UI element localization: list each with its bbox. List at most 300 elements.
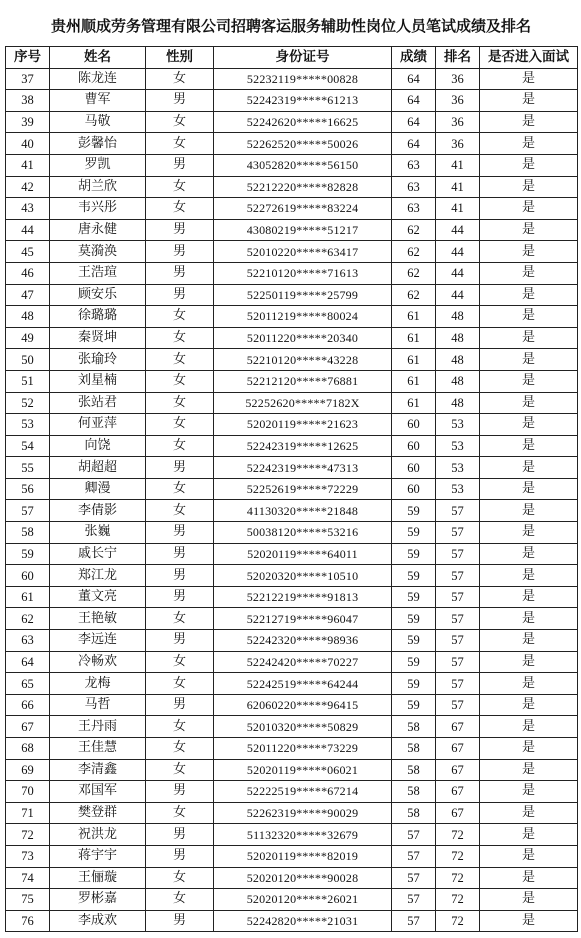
- cell-gender: 女: [146, 392, 214, 414]
- cell-interview: 是: [480, 457, 578, 479]
- cell-rank: 72: [436, 845, 480, 867]
- cell-id-number: 52262520*****50026: [214, 133, 392, 155]
- cell-name: 戚长宁: [50, 543, 146, 565]
- cell-seq: 51: [6, 370, 50, 392]
- cell-seq: 59: [6, 543, 50, 565]
- cell-id-number: 52212220*****82828: [214, 176, 392, 198]
- cell-id-number: 43080219*****51217: [214, 219, 392, 241]
- cell-seq: 73: [6, 845, 50, 867]
- cell-name: 韦兴彤: [50, 198, 146, 220]
- table-row: [6, 176, 578, 198]
- cell-id-number: 52242820*****21031: [214, 910, 392, 932]
- cell-rank: 72: [436, 889, 480, 911]
- cell-name: 董文亮: [50, 586, 146, 608]
- cell-id-number: 52210120*****43228: [214, 349, 392, 371]
- cell-id-number: 52020119*****64011: [214, 543, 392, 565]
- cell-gender: 男: [146, 284, 214, 306]
- cell-rank: 72: [436, 867, 480, 889]
- cell-gender: 女: [146, 111, 214, 133]
- cell-gender: 女: [146, 478, 214, 500]
- cell-interview: 是: [480, 500, 578, 522]
- cell-id-number: 52242319*****12625: [214, 435, 392, 457]
- cell-gender: 男: [146, 586, 214, 608]
- cell-rank: 48: [436, 392, 480, 414]
- cell-name: 张巍: [50, 522, 146, 544]
- table-row: [6, 154, 578, 176]
- cell-seq: 61: [6, 586, 50, 608]
- cell-seq: 58: [6, 522, 50, 544]
- table-row: [6, 543, 578, 565]
- cell-seq: 67: [6, 716, 50, 738]
- cell-seq: 64: [6, 651, 50, 673]
- cell-rank: 44: [436, 284, 480, 306]
- cell-name: 胡兰欣: [50, 176, 146, 198]
- cell-name: 何亚萍: [50, 414, 146, 436]
- table-row: [6, 457, 578, 479]
- table-row: [6, 694, 578, 716]
- cell-seq: 46: [6, 262, 50, 284]
- cell-interview: 是: [480, 910, 578, 932]
- cell-seq: 45: [6, 241, 50, 263]
- cell-id-number: 62060220*****96415: [214, 694, 392, 716]
- cell-gender: 女: [146, 176, 214, 198]
- cell-interview: 是: [480, 716, 578, 738]
- cell-score: 61: [392, 306, 436, 328]
- cell-rank: 36: [436, 90, 480, 112]
- cell-rank: 44: [436, 219, 480, 241]
- cell-name: 马哲: [50, 694, 146, 716]
- cell-score: 58: [392, 781, 436, 803]
- cell-id-number: 51132320*****32679: [214, 824, 392, 846]
- cell-interview: 是: [480, 543, 578, 565]
- cell-gender: 女: [146, 349, 214, 371]
- cell-gender: 男: [146, 845, 214, 867]
- cell-gender: 女: [146, 608, 214, 630]
- cell-seq: 65: [6, 673, 50, 695]
- cell-seq: 48: [6, 306, 50, 328]
- table-row: [6, 586, 578, 608]
- cell-interview: 是: [480, 478, 578, 500]
- cell-interview: 是: [480, 241, 578, 263]
- cell-score: 64: [392, 133, 436, 155]
- cell-seq: 54: [6, 435, 50, 457]
- table-row: [6, 370, 578, 392]
- cell-interview: 是: [480, 651, 578, 673]
- cell-name: 徐璐璐: [50, 306, 146, 328]
- cell-name: 李成欢: [50, 910, 146, 932]
- cell-score: 59: [392, 630, 436, 652]
- cell-id-number: 52242319*****47313: [214, 457, 392, 479]
- cell-gender: 男: [146, 781, 214, 803]
- cell-name: 莫漪涣: [50, 241, 146, 263]
- cell-score: 59: [392, 694, 436, 716]
- cell-seq: 50: [6, 349, 50, 371]
- cell-id-number: 52010220*****63417: [214, 241, 392, 263]
- cell-score: 64: [392, 68, 436, 90]
- cell-interview: 是: [480, 845, 578, 867]
- table-row: [6, 910, 578, 932]
- cell-id-number: 52020119*****21623: [214, 414, 392, 436]
- cell-name: 樊登群: [50, 802, 146, 824]
- cell-name: 罗凯: [50, 154, 146, 176]
- cell-seq: 41: [6, 154, 50, 176]
- cell-rank: 57: [436, 630, 480, 652]
- table-row: [6, 759, 578, 781]
- cell-rank: 72: [436, 910, 480, 932]
- scores-table: [5, 46, 578, 932]
- table-row: [6, 716, 578, 738]
- cell-interview: 是: [480, 738, 578, 760]
- cell-rank: 41: [436, 176, 480, 198]
- cell-interview: 是: [480, 370, 578, 392]
- cell-id-number: 52242320*****98936: [214, 630, 392, 652]
- cell-gender: 女: [146, 198, 214, 220]
- cell-interview: 是: [480, 133, 578, 155]
- cell-score: 59: [392, 543, 436, 565]
- cell-gender: 女: [146, 738, 214, 760]
- cell-score: 62: [392, 241, 436, 263]
- cell-interview: 是: [480, 824, 578, 846]
- cell-interview: 是: [480, 867, 578, 889]
- cell-rank: 36: [436, 68, 480, 90]
- header-cell-score: 成绩: [392, 47, 436, 69]
- cell-score: 57: [392, 845, 436, 867]
- cell-interview: 是: [480, 673, 578, 695]
- cell-id-number: 52242420*****70227: [214, 651, 392, 673]
- cell-rank: 44: [436, 241, 480, 263]
- cell-seq: 44: [6, 219, 50, 241]
- cell-name: 王艳敏: [50, 608, 146, 630]
- cell-gender: 男: [146, 90, 214, 112]
- table-header-row: [6, 47, 578, 69]
- cell-name: 王俪璇: [50, 867, 146, 889]
- cell-gender: 男: [146, 630, 214, 652]
- cell-rank: 57: [436, 608, 480, 630]
- cell-id-number: 52011220*****73229: [214, 738, 392, 760]
- cell-id-number: 52212219*****91813: [214, 586, 392, 608]
- cell-name: 马敬: [50, 111, 146, 133]
- cell-name: 李远连: [50, 630, 146, 652]
- cell-score: 59: [392, 586, 436, 608]
- cell-score: 60: [392, 414, 436, 436]
- cell-gender: 女: [146, 716, 214, 738]
- cell-gender: 男: [146, 262, 214, 284]
- cell-name: 邓国军: [50, 781, 146, 803]
- cell-gender: 男: [146, 543, 214, 565]
- cell-score: 60: [392, 478, 436, 500]
- cell-gender: 女: [146, 133, 214, 155]
- cell-gender: 男: [146, 565, 214, 587]
- cell-seq: 60: [6, 565, 50, 587]
- cell-name: 李清鑫: [50, 759, 146, 781]
- cell-rank: 57: [436, 694, 480, 716]
- cell-id-number: 43052820*****56150: [214, 154, 392, 176]
- cell-seq: 47: [6, 284, 50, 306]
- header-cell-gender: 性别: [146, 47, 214, 69]
- table-row: [6, 630, 578, 652]
- cell-gender: 男: [146, 241, 214, 263]
- cell-interview: 是: [480, 219, 578, 241]
- table-row: [6, 198, 578, 220]
- cell-rank: 57: [436, 500, 480, 522]
- cell-name: 陈龙连: [50, 68, 146, 90]
- cell-seq: 53: [6, 414, 50, 436]
- cell-rank: 41: [436, 154, 480, 176]
- cell-interview: 是: [480, 802, 578, 824]
- cell-seq: 72: [6, 824, 50, 846]
- cell-interview: 是: [480, 586, 578, 608]
- cell-rank: 36: [436, 133, 480, 155]
- table-row: [6, 306, 578, 328]
- cell-name: 胡超超: [50, 457, 146, 479]
- cell-id-number: 52212719*****96047: [214, 608, 392, 630]
- cell-rank: 67: [436, 738, 480, 760]
- table-row: [6, 349, 578, 371]
- cell-gender: 女: [146, 673, 214, 695]
- cell-interview: 是: [480, 198, 578, 220]
- cell-name: 秦贤坤: [50, 327, 146, 349]
- table-row: [6, 802, 578, 824]
- cell-seq: 62: [6, 608, 50, 630]
- cell-interview: 是: [480, 522, 578, 544]
- cell-rank: 57: [436, 565, 480, 587]
- cell-name: 张瑜玲: [50, 349, 146, 371]
- cell-score: 59: [392, 522, 436, 544]
- cell-name: 唐永健: [50, 219, 146, 241]
- table-row: [6, 262, 578, 284]
- cell-name: 向饶: [50, 435, 146, 457]
- cell-name: 曹军: [50, 90, 146, 112]
- cell-gender: 女: [146, 867, 214, 889]
- cell-score: 58: [392, 802, 436, 824]
- table-row: [6, 781, 578, 803]
- cell-interview: 是: [480, 349, 578, 371]
- cell-name: 龙梅: [50, 673, 146, 695]
- cell-seq: 63: [6, 630, 50, 652]
- table-row: [6, 889, 578, 911]
- cell-id-number: 52020120*****26021: [214, 889, 392, 911]
- cell-gender: 女: [146, 500, 214, 522]
- cell-score: 57: [392, 867, 436, 889]
- cell-rank: 67: [436, 716, 480, 738]
- table-row: [6, 867, 578, 889]
- cell-name: 祝洪龙: [50, 824, 146, 846]
- table-row: [6, 824, 578, 846]
- cell-gender: 男: [146, 457, 214, 479]
- cell-seq: 75: [6, 889, 50, 911]
- cell-rank: 53: [436, 414, 480, 436]
- cell-interview: 是: [480, 414, 578, 436]
- cell-id-number: 52020120*****90028: [214, 867, 392, 889]
- table-row: [6, 608, 578, 630]
- cell-id-number: 41130320*****21848: [214, 500, 392, 522]
- cell-name: 罗彬嘉: [50, 889, 146, 911]
- cell-seq: 39: [6, 111, 50, 133]
- cell-interview: 是: [480, 154, 578, 176]
- cell-gender: 女: [146, 68, 214, 90]
- cell-name: 冷畅欢: [50, 651, 146, 673]
- cell-interview: 是: [480, 759, 578, 781]
- cell-rank: 57: [436, 651, 480, 673]
- cell-id-number: 52010320*****50829: [214, 716, 392, 738]
- cell-rank: 57: [436, 673, 480, 695]
- cell-rank: 53: [436, 457, 480, 479]
- cell-id-number: 52242519*****64244: [214, 673, 392, 695]
- cell-interview: 是: [480, 68, 578, 90]
- cell-id-number: 52232119*****00828: [214, 68, 392, 90]
- table-row: [6, 651, 578, 673]
- cell-score: 57: [392, 824, 436, 846]
- cell-gender: 女: [146, 802, 214, 824]
- cell-name: 顾安乐: [50, 284, 146, 306]
- header-cell-interview: 是否进入面试: [480, 47, 578, 69]
- cell-score: 60: [392, 457, 436, 479]
- table-row: [6, 284, 578, 306]
- cell-seq: 40: [6, 133, 50, 155]
- table-row: [6, 845, 578, 867]
- cell-gender: 男: [146, 694, 214, 716]
- cell-gender: 女: [146, 435, 214, 457]
- cell-name: 王佳慧: [50, 738, 146, 760]
- cell-name: 王丹雨: [50, 716, 146, 738]
- cell-name: 蒋宇宇: [50, 845, 146, 867]
- cell-score: 59: [392, 565, 436, 587]
- cell-gender: 男: [146, 219, 214, 241]
- cell-rank: 67: [436, 802, 480, 824]
- cell-seq: 43: [6, 198, 50, 220]
- cell-gender: 男: [146, 522, 214, 544]
- page-title: 贵州顺成劳务管理有限公司招聘客运服务辅助性岗位人员笔试成绩及排名: [50, 17, 531, 35]
- cell-interview: 是: [480, 90, 578, 112]
- cell-rank: 57: [436, 522, 480, 544]
- cell-rank: 57: [436, 543, 480, 565]
- cell-rank: 48: [436, 370, 480, 392]
- cell-gender: 女: [146, 889, 214, 911]
- cell-score: 57: [392, 889, 436, 911]
- table-row: [6, 392, 578, 414]
- table-row: [6, 327, 578, 349]
- cell-score: 57: [392, 910, 436, 932]
- cell-gender: 女: [146, 370, 214, 392]
- table-row: [6, 565, 578, 587]
- cell-rank: 41: [436, 198, 480, 220]
- cell-interview: 是: [480, 889, 578, 911]
- cell-seq: 49: [6, 327, 50, 349]
- cell-id-number: 52212120*****76881: [214, 370, 392, 392]
- cell-seq: 71: [6, 802, 50, 824]
- cell-gender: 女: [146, 651, 214, 673]
- cell-seq: 76: [6, 910, 50, 932]
- cell-interview: 是: [480, 608, 578, 630]
- header-cell-seq: 序号: [6, 47, 50, 69]
- cell-id-number: 52250119*****25799: [214, 284, 392, 306]
- cell-gender: 女: [146, 327, 214, 349]
- cell-seq: 57: [6, 500, 50, 522]
- cell-name: 郑江龙: [50, 565, 146, 587]
- cell-score: 61: [392, 349, 436, 371]
- cell-interview: 是: [480, 435, 578, 457]
- table-row: [6, 414, 578, 436]
- cell-score: 64: [392, 90, 436, 112]
- cell-score: 58: [392, 716, 436, 738]
- cell-interview: 是: [480, 630, 578, 652]
- cell-id-number: 52011219*****80024: [214, 306, 392, 328]
- cell-gender: 女: [146, 306, 214, 328]
- table-row: [6, 673, 578, 695]
- header-cell-id-number: 身份证号: [214, 47, 392, 69]
- cell-seq: 56: [6, 478, 50, 500]
- cell-seq: 55: [6, 457, 50, 479]
- cell-score: 59: [392, 673, 436, 695]
- cell-id-number: 52252620*****7182X: [214, 392, 392, 414]
- header-cell-rank: 排名: [436, 47, 480, 69]
- cell-name: 王浩瑄: [50, 262, 146, 284]
- cell-interview: 是: [480, 694, 578, 716]
- cell-rank: 44: [436, 262, 480, 284]
- cell-score: 60: [392, 435, 436, 457]
- cell-gender: 女: [146, 414, 214, 436]
- cell-seq: 38: [6, 90, 50, 112]
- cell-seq: 68: [6, 738, 50, 760]
- cell-rank: 36: [436, 111, 480, 133]
- cell-score: 58: [392, 759, 436, 781]
- cell-gender: 女: [146, 759, 214, 781]
- cell-score: 58: [392, 738, 436, 760]
- table-row: [6, 68, 578, 90]
- table-row: [6, 738, 578, 760]
- cell-score: 61: [392, 392, 436, 414]
- cell-name: 李倩影: [50, 500, 146, 522]
- cell-score: 59: [392, 651, 436, 673]
- cell-score: 61: [392, 370, 436, 392]
- table-row: [6, 219, 578, 241]
- cell-id-number: 52210120*****71613: [214, 262, 392, 284]
- cell-seq: 69: [6, 759, 50, 781]
- cell-rank: 48: [436, 306, 480, 328]
- cell-seq: 74: [6, 867, 50, 889]
- cell-seq: 52: [6, 392, 50, 414]
- cell-id-number: 52011220*****20340: [214, 327, 392, 349]
- cell-rank: 67: [436, 781, 480, 803]
- table-row: [6, 90, 578, 112]
- table-body: [6, 68, 578, 932]
- cell-id-number: 52272619*****83224: [214, 198, 392, 220]
- cell-interview: 是: [480, 781, 578, 803]
- cell-id-number: 52252619*****72229: [214, 478, 392, 500]
- cell-rank: 72: [436, 824, 480, 846]
- cell-id-number: 52020119*****82019: [214, 845, 392, 867]
- cell-rank: 67: [436, 759, 480, 781]
- cell-name: 卿漫: [50, 478, 146, 500]
- table-row: [6, 500, 578, 522]
- cell-seq: 42: [6, 176, 50, 198]
- cell-id-number: 50038120*****53216: [214, 522, 392, 544]
- cell-rank: 48: [436, 327, 480, 349]
- cell-interview: 是: [480, 392, 578, 414]
- cell-score: 63: [392, 198, 436, 220]
- cell-id-number: 52242319*****61213: [214, 90, 392, 112]
- cell-gender: 男: [146, 910, 214, 932]
- cell-interview: 是: [480, 327, 578, 349]
- cell-score: 63: [392, 176, 436, 198]
- table-row: [6, 478, 578, 500]
- cell-name: 刘星楠: [50, 370, 146, 392]
- header-cell-name: 姓名: [50, 47, 146, 69]
- cell-seq: 37: [6, 68, 50, 90]
- cell-score: 62: [392, 284, 436, 306]
- cell-rank: 57: [436, 586, 480, 608]
- cell-interview: 是: [480, 306, 578, 328]
